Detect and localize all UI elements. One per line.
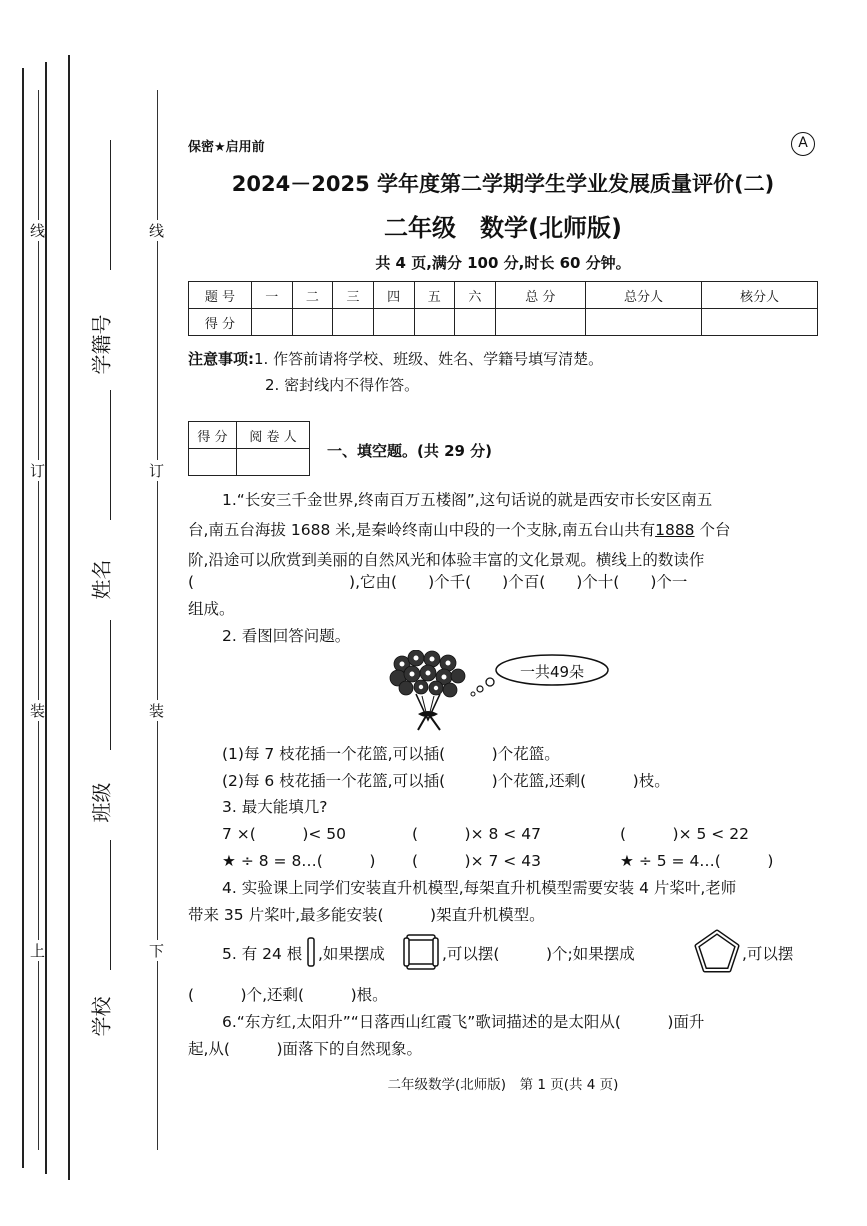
grader-cell[interactable] (237, 449, 310, 476)
q1-line: ( ),它由( )个千( )个百( )个十( )个一 (188, 573, 688, 591)
section-title: 一、填空题。(共 29 分) (327, 442, 493, 460)
score-cell[interactable] (292, 309, 333, 336)
table-header: 题 号 (189, 282, 252, 309)
bubble-text: 一共49朵 (519, 663, 585, 681)
score-cell[interactable] (373, 309, 414, 336)
q3-item: ( )× 5 < 22 (620, 825, 749, 843)
table-header: 六 (455, 282, 496, 309)
notes-label: 注意事项: (188, 350, 254, 368)
field-line (110, 840, 111, 970)
field-name[interactable]: 姓名 (89, 559, 114, 600)
q5-part: ,如果摆成 (318, 945, 385, 963)
row-label: 得 分 (189, 309, 252, 336)
q5-part: ,可以摆 (742, 945, 794, 963)
q1-line: 1.“长安三千金世界,终南百万五楼阁”,这句话说的就是西安市长安区南五 (222, 491, 713, 509)
score-cell[interactable] (495, 309, 585, 336)
margin-label-left: 装 (30, 702, 46, 720)
table-row (189, 449, 310, 476)
margin-label-right: 订 (149, 462, 165, 480)
q3-item: 7 ×( )< 50 (222, 825, 347, 843)
field-line (110, 390, 111, 520)
score-cell[interactable] (586, 309, 702, 336)
field-line (110, 620, 111, 750)
table-header: 五 (414, 282, 455, 309)
margin-label-left: 上 (30, 942, 46, 960)
field-line (110, 140, 111, 270)
q1-text: 个台 (694, 521, 731, 539)
q6-line: 起,从( )面落下的自然现象。 (188, 1040, 423, 1058)
q2-a: (1)每 7 枝花插一个花篮,可以插( )个花篮。 (222, 745, 560, 763)
score-table (188, 281, 818, 336)
q1-underlined-number: 1888 (655, 521, 695, 539)
q3-item: ★ ÷ 8 = 8…( ) (222, 852, 376, 870)
notes (188, 348, 603, 369)
pentagon-sticks-icon (694, 929, 740, 973)
score-cell[interactable] (333, 309, 374, 336)
field-student-id[interactable]: 学籍号 (89, 314, 114, 375)
q5-line: ( )个,还剩( )根。 (188, 986, 388, 1004)
q5-part: ,可以摆( )个;如果摆成 (442, 945, 635, 963)
square-sticks-icon (402, 933, 440, 971)
q5-part: 5. 有 24 根 (222, 945, 303, 963)
cut-line-right (157, 90, 158, 1150)
q3-title: 3. 最大能填几? (222, 798, 328, 816)
score-cell[interactable] (701, 309, 817, 336)
margin-label-right: 装 (149, 702, 165, 720)
q2-title: 2. 看图回答问题。 (222, 627, 351, 645)
grader-cell[interactable] (189, 449, 237, 476)
q6-line: 6.“东方红,太阳升”“日落西山红霞飞”歌词描述的是太阳从( )面升 (222, 1013, 705, 1031)
grader-header: 阅 卷 人 (237, 422, 310, 449)
cut-line-left (38, 90, 39, 1150)
table-header: 一 (252, 282, 293, 309)
table-header: 三 (333, 282, 374, 309)
page-title: 2024－2025 学年度第二学期学生学业发展质量评价(二) (231, 172, 775, 196)
table-header: 总 分 (495, 282, 585, 309)
margin-line (68, 55, 70, 1180)
stick-icon (306, 937, 316, 967)
field-school[interactable]: 学校 (89, 996, 114, 1037)
margin-line (45, 62, 47, 1174)
score-cell[interactable] (414, 309, 455, 336)
table-row (189, 422, 310, 449)
q1-line: 组成。 (188, 600, 235, 618)
q3-item: ( )× 8 < 47 (412, 825, 541, 843)
table-header: 二 (292, 282, 333, 309)
table-row (189, 282, 818, 309)
secret-mark: 保密★启用前 (188, 140, 265, 155)
q1-text: 台,南五台海拔 1688 米,是秦岭终南山中段的一个支脉,南五台山共有 (188, 521, 656, 539)
exam-info: 共 4 页,满分 100 分,时长 60 分钟。 (375, 254, 631, 272)
note-item: 2. 密封线内不得作答。 (265, 376, 420, 394)
margin-label-right: 线 (149, 222, 165, 240)
table-header: 四 (373, 282, 414, 309)
q2-b: (2)每 6 枝花插一个花篮,可以插( )个花篮,还剩( )枝。 (222, 772, 670, 790)
margin-label-left: 订 (30, 462, 46, 480)
q3-item: ( )× 7 < 43 (412, 852, 541, 870)
version-badge: A (791, 132, 815, 156)
margin-label-right: 下 (149, 942, 165, 960)
page-subtitle: 二年级 数学(北师版) (384, 214, 622, 242)
q1-line: 阶,沿途可以欣赏到美丽的自然风光和体验丰富的文化景观。横线上的数读作 (188, 551, 705, 569)
score-cell[interactable] (455, 309, 496, 336)
margin-line (22, 68, 24, 1168)
table-header: 总分人 (586, 282, 702, 309)
flower-bouquet-icon (388, 650, 468, 732)
q4-line: 带来 35 片桨叶,最多能安装( )架直升机模型。 (188, 906, 545, 924)
grader-box (188, 421, 310, 476)
q1-line (188, 518, 730, 540)
page-footer: 二年级数学(北师版) 第 1 页(共 4 页) (387, 1077, 619, 1093)
grader-header: 得 分 (189, 422, 237, 449)
table-header: 核分人 (701, 282, 817, 309)
q4-line: 4. 实验课上同学们安装直升机模型,每架直升机模型需要安装 4 片桨叶,老师 (222, 879, 737, 897)
margin-label-left: 线 (30, 222, 46, 240)
table-row (189, 309, 818, 336)
q3-item: ★ ÷ 5 = 4…( ) (620, 852, 774, 870)
note-item: 1. 作答前请将学校、班级、姓名、学籍号填写清楚。 (254, 350, 604, 368)
score-cell[interactable] (252, 309, 293, 336)
field-class[interactable]: 班级 (89, 782, 114, 823)
